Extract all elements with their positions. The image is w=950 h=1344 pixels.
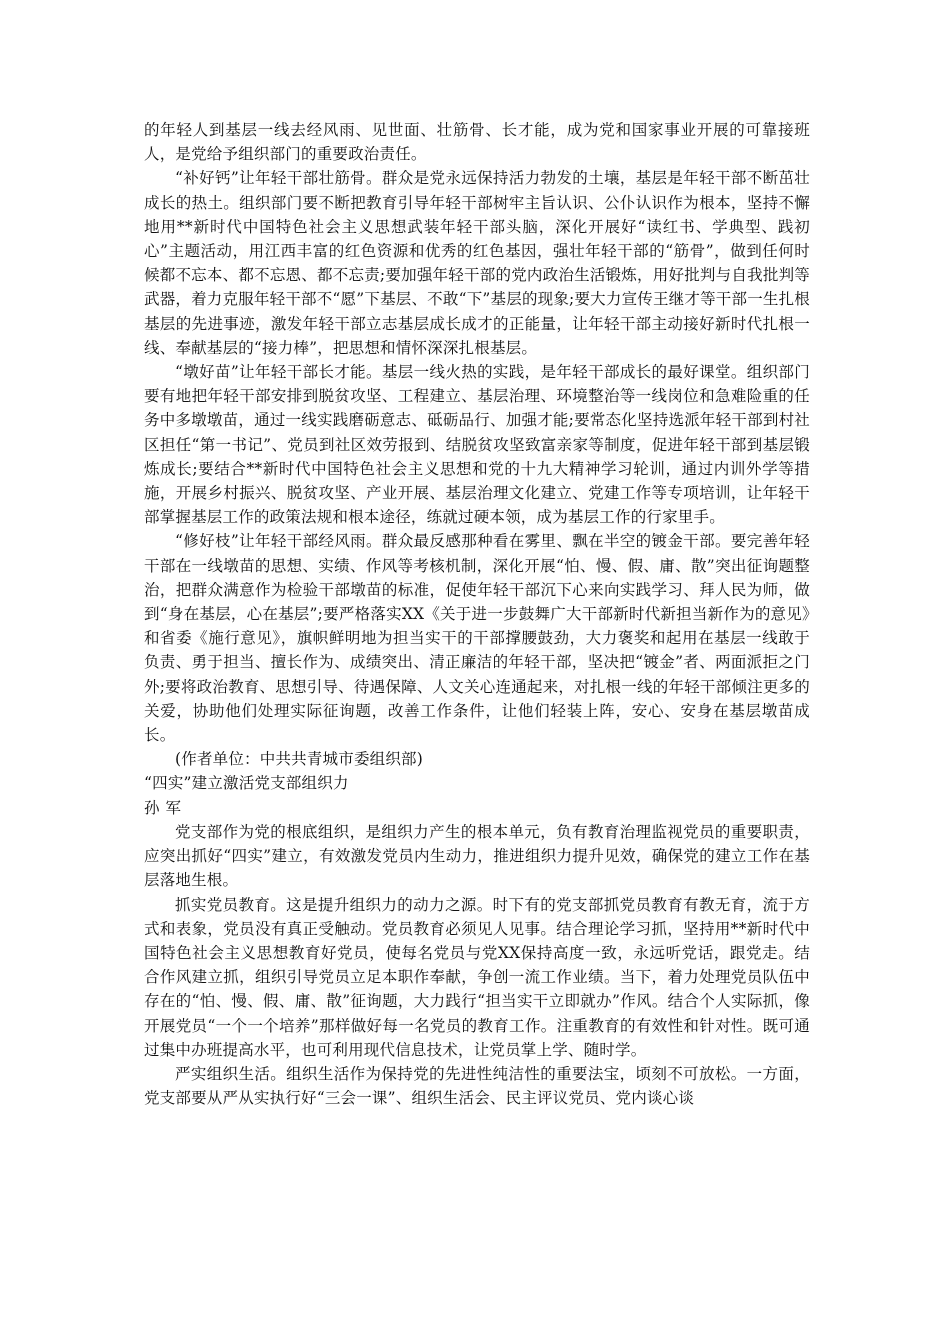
document-body [144, 118, 810, 1110]
paragraph-organization-life: 严实组织生活。组织生活作为保持党的先进性纯洁性的重要法宝，顷刻不可放松。一方面，党支部要从严从实执行好“三会一课”、组织生活会、民主评议党员、党内谈心谈 [144, 1064, 810, 1108]
article-author: 孙军 [144, 798, 188, 817]
paragraph-dun-hao-miao: “墩好苗”让年轻干部长才能。基层一线火热的实践，是年轻干部成长的最好课堂。组织部门要有地把年轻干部安排到脱贫攻坚、工程建立、基层治理、环境整治等一线岗位和急难险重的任务中多墩墩苗，通过一线实践磨砺意志、砥砺品行、加强才能;要常态化坚持选派年轻干部到村社区担任“第一书记”、党员到社区效劳报到、结脱贫攻坚致富亲家等制度，促进年轻干部到基层锻炼成长;要结合**新时代中国特色社会主义思想和党的十九大精神学习轮训，通过内训外学等措施，开展乡村振兴、脱贫攻坚、产业开展、基层治理文化建立、党建工作等专项培训，让年轻干部掌握基层工作的政策法规和根本途径，练就过硬本领，成为基层工作的行家里手。 [144, 363, 810, 527]
paragraph-intro: 党支部作为党的根底组织，是组织力产生的根本单元，负有教育治理监视党员的重要职责，应突出抓好“四实”建立，有效激发党员内生动力，推进组织力提升见效，确保党的建立工作在基层落地生根。 [144, 822, 810, 890]
paragraph-bu-hao-gai: “补好钙”让年轻干部壮筋骨。群众是党永远保持活力勃发的土壤，基层是年轻干部不断茁壮成长的热土。组织部门要不断把教育引导年轻干部树牢主旨认识、公仆认识作为根本，坚持不懈地用**新时代中国特色社会主义思想武装年轻干部头脑，深化开展好“读红书、学典型、践初心”主题活动，用江西丰富的红色资源和优秀的红色基因，强壮年轻干部的“筋骨”，做到任何时候都不忘本、都不忘恩、都不忘责;要加强年轻干部的党内政治生活锻炼，用好批判与自我批判等武器，着力克服年轻干部不“愿”下基层、不敢“下”基层的现象;要大力宣传王继才等干部一生扎根基层的先进事迹，激发年轻干部立志基层成长成才的正能量，让年轻干部主动接好新时代扎根一线、奉献基层的“接力棒”，把思想和情怀深深扎根基层。 [144, 169, 810, 357]
author-affiliation: (作者单位：中共共青城市委组织部) [175, 750, 423, 769]
paragraph-party-education: 抓实党员教育。这是提升组织力的动力之源。时下有的党支部抓党员教育有教无育，流于方式和表象，党员没有真正受触动。党员教育必须见人见事。结合理论学习抓，坚持用**新时代中国特色社会主义思想教育好党员，使每名党员与党XX保持高度一致，永远听党话，跟党走。结合作风建立抓，组织引导党员立足本职作奉献，争创一流工作业绩。当下，着力处理党员队伍中存在的“怕、慢、假、庸、散”征询题，大力践行“担当实干立即就办”作风。结合个人实际抓，像开展党员“一个一个培养”那样做好每一名党员的教育工作。注重教育的有效性和针对性。既可通过集中办班提高水平，也可利用现代信息技术，让党员掌上学、随时学。 [144, 895, 810, 1059]
paragraph-continuation: 的年轻人到基层一线去经风雨、见世面、壮筋骨、长才能，成为党和国家事业开展的可靠接班人，是党给予组织部门的重要政治责任。 [144, 121, 810, 164]
article-title: “四实”建立激活党支部组织力 [144, 774, 349, 793]
paragraph-xiu-hao-zhi: “修好枝”让年轻干部经风雨。群众最反感那种看在雾里、飘在半空的镀金干部。要完善年轻干部在一线墩苗的思想、实绩、作风等考核机制，深化开展“怕、慢、假、庸、散”突出征询题整治，把群众满意作为检验干部墩苗的标准，促使年轻干部沉下心来向实践学习、拜人民为师，做到“身在基层，心在基层”;要严格落实XX《关于进一步鼓舞广大干部新时代新担当新作为的意见》和省委《施行意见》，旗帜鲜明地为担当实干的干部撑腰鼓劲，大力褒奖和起用在基层一线敢于负责、勇于担当、擅长作为、成绩突出、清正廉洁的年轻干部，坚决把“镀金”者、两面派拒之门外;要将政治教育、思想引导、待遇保障、人文关心连通起来，对扎根一线的年轻干部倾注更多的关爱，协助他们处理实际征询题，改善工作条件，让他们轻装上阵，安心、安身在基层墩苗成长。 [144, 532, 810, 745]
